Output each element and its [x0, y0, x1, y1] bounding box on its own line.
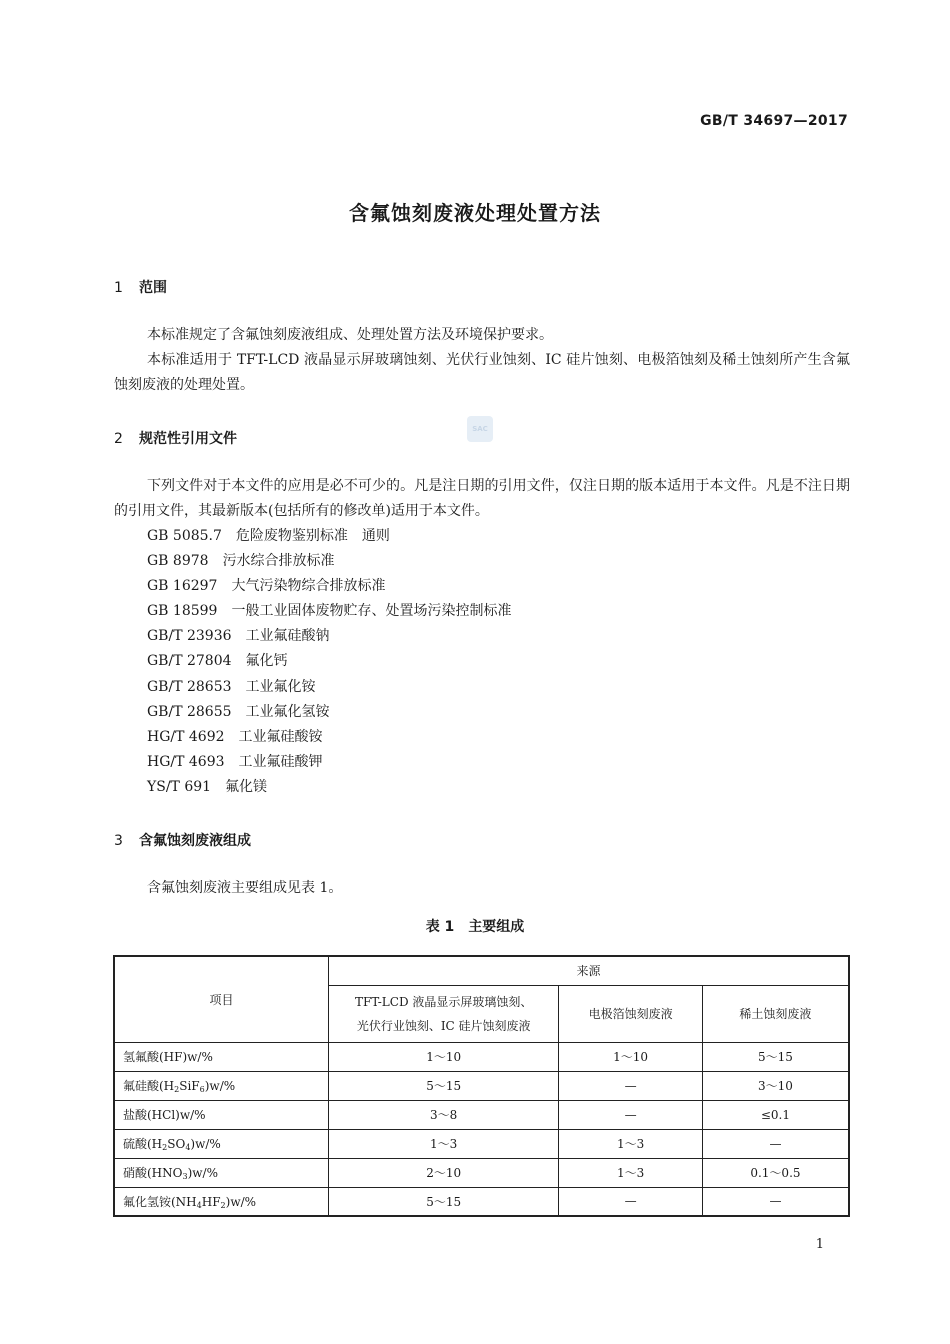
reference-item	[147, 524, 511, 549]
row-value-tft: 1～10	[329, 1042, 559, 1071]
table-row	[114, 1100, 849, 1129]
document-title: 含氟蚀刻废液处理处置方法	[349, 201, 601, 225]
scope-paragraph-1	[114, 323, 850, 348]
references-intro-text: 下列文件对于本文件的应用是必不可少的。凡是注日期的引用文件，仅注日期的版本适用于本文件。凡是不注日期的引用文件，其最新版本(包括所有的修改单)适用于本文件。	[114, 478, 850, 519]
row-value-rare-earth: 3～10	[702, 1071, 849, 1100]
header-col-rare-earth: 稀土蚀刻废液	[702, 985, 849, 1042]
row-item: 氢氟酸(HF)w/%	[114, 1042, 329, 1071]
composition-intro-text: 含氟蚀刻废液主要组成见表 1。	[147, 880, 343, 896]
sac-watermark-logo: SAC	[467, 416, 493, 442]
row-value-tft: 5～15	[329, 1071, 559, 1100]
row-value-rare-earth: 5～15	[702, 1042, 849, 1071]
reference-code: HG/T 4693	[147, 753, 225, 770]
reference-list	[147, 524, 511, 800]
reference-item	[147, 675, 511, 700]
row-value-electrode: —	[559, 1100, 703, 1129]
reference-title: 工业氟硅酸钾	[238, 753, 323, 770]
section-1-heading	[114, 277, 167, 297]
header-col-tft-line2: 光伏行业蚀刻、IC 硅片蚀刻废液	[356, 1018, 531, 1033]
row-item: 氟化氢铵$(NH_4HF_2)w/\%$	[114, 1187, 329, 1216]
row-item: 氟硅酸$(H_2SiF_6)w/\%$	[114, 1071, 329, 1100]
references-intro	[114, 474, 850, 524]
section-number: 2	[114, 431, 123, 447]
reference-title: 一般工业固体废物贮存、处置场污染控制标准	[231, 603, 512, 620]
reference-item	[147, 775, 511, 800]
page-number: 1	[815, 1237, 824, 1252]
row-value-electrode: —	[559, 1187, 703, 1216]
section-number: 1	[114, 280, 123, 296]
reference-item	[147, 725, 511, 750]
header-col-tft-lcd	[329, 985, 559, 1042]
section-3-heading	[114, 830, 251, 850]
reference-code: GB 16297	[147, 578, 218, 595]
table-label: 表 1	[425, 919, 455, 935]
table-row	[114, 1158, 849, 1187]
row-item: 硫酸$(H_2SO_4)w/\%$	[114, 1129, 329, 1158]
row-value-tft: 3～8	[329, 1100, 559, 1129]
reference-item	[147, 700, 511, 725]
reference-code: GB/T 28655	[147, 703, 232, 720]
row-value-electrode: 1～3	[559, 1158, 703, 1187]
section-2-heading	[114, 428, 237, 448]
table-caption	[0, 916, 950, 936]
reference-title: 氟化镁	[225, 778, 268, 795]
section-title: 规范性引用文件	[139, 431, 237, 447]
row-value-rare-earth: —	[702, 1129, 849, 1158]
row-value-electrode: 1～3	[559, 1129, 703, 1158]
reference-code: GB 5085.7	[147, 528, 222, 544]
reference-title: 污水综合排放标准	[222, 553, 335, 570]
reference-title: 危险废物鉴别标准 通则	[235, 528, 390, 544]
section-number: 3	[114, 833, 123, 849]
table-header-row	[114, 956, 849, 985]
reference-code: GB/T 27804	[147, 653, 232, 670]
table-row	[114, 1129, 849, 1158]
scope-text-2: 本标准适用于 TFT-LCD 液晶显示屏玻璃蚀刻、光伏行业蚀刻、IC 硅片蚀刻、电极箔蚀刻及稀土蚀刻所产生含氟蚀刻废液的处理处置。	[114, 352, 850, 393]
reference-code: GB 18599	[147, 603, 218, 620]
row-value-rare-earth: —	[702, 1187, 849, 1216]
reference-code: GB/T 23936	[147, 628, 232, 645]
standard-code: GB/T 34697—2017	[700, 113, 848, 129]
row-value-electrode: 1～10	[559, 1042, 703, 1071]
section-title: 范围	[139, 280, 167, 296]
table-row	[114, 1042, 849, 1071]
table-row	[114, 1187, 849, 1216]
scope-text-1: 本标准规定了含氟蚀刻废液组成、处理处置方法及环境保护要求。	[147, 327, 553, 343]
reference-item	[147, 599, 511, 624]
reference-title: 大气污染物综合排放标准	[231, 578, 386, 595]
section-title: 含氟蚀刻废液组成	[139, 833, 251, 849]
reference-code: YS/T 691	[147, 778, 212, 795]
reference-title: 工业氟化铵	[245, 678, 316, 695]
header-col-electrode-foil: 电极箔蚀刻废液	[559, 985, 703, 1042]
row-item: 盐酸(HCl)w/%	[114, 1100, 329, 1129]
reference-title: 工业氟化氢铵	[245, 703, 330, 720]
scope-paragraph-2	[114, 348, 850, 398]
reference-code: GB/T 28653	[147, 678, 232, 695]
composition-intro	[114, 876, 850, 901]
reference-code: HG/T 4692	[147, 728, 225, 745]
header-col-tft-line1: TFT-LCD 液晶显示屏玻璃蚀刻、	[354, 994, 533, 1009]
header-item: 项目	[114, 956, 329, 1042]
row-value-electrode: —	[559, 1071, 703, 1100]
table-title: 主要组成	[468, 919, 525, 935]
reference-item	[147, 549, 511, 574]
reference-item	[147, 574, 511, 599]
reference-item	[147, 649, 511, 674]
reference-title: 氟化钙	[245, 653, 288, 670]
row-value-rare-earth: ≤0.1	[702, 1100, 849, 1129]
row-value-tft: 2～10	[329, 1158, 559, 1187]
reference-code: GB 8978	[147, 553, 209, 570]
reference-item	[147, 624, 511, 649]
reference-item	[147, 750, 511, 775]
row-value-tft: 1～3	[329, 1129, 559, 1158]
row-value-rare-earth: 0.1～0.5	[702, 1158, 849, 1187]
reference-title: 工业氟硅酸钠	[245, 628, 330, 645]
row-value-tft: 5～15	[329, 1187, 559, 1216]
header-source: 来源	[329, 956, 849, 985]
reference-title: 工业氟硅酸铵	[238, 728, 323, 745]
row-item: 硝酸$(HNO_3)w/\%$	[114, 1158, 329, 1187]
composition-table	[113, 955, 850, 1217]
table-row	[114, 1071, 849, 1100]
